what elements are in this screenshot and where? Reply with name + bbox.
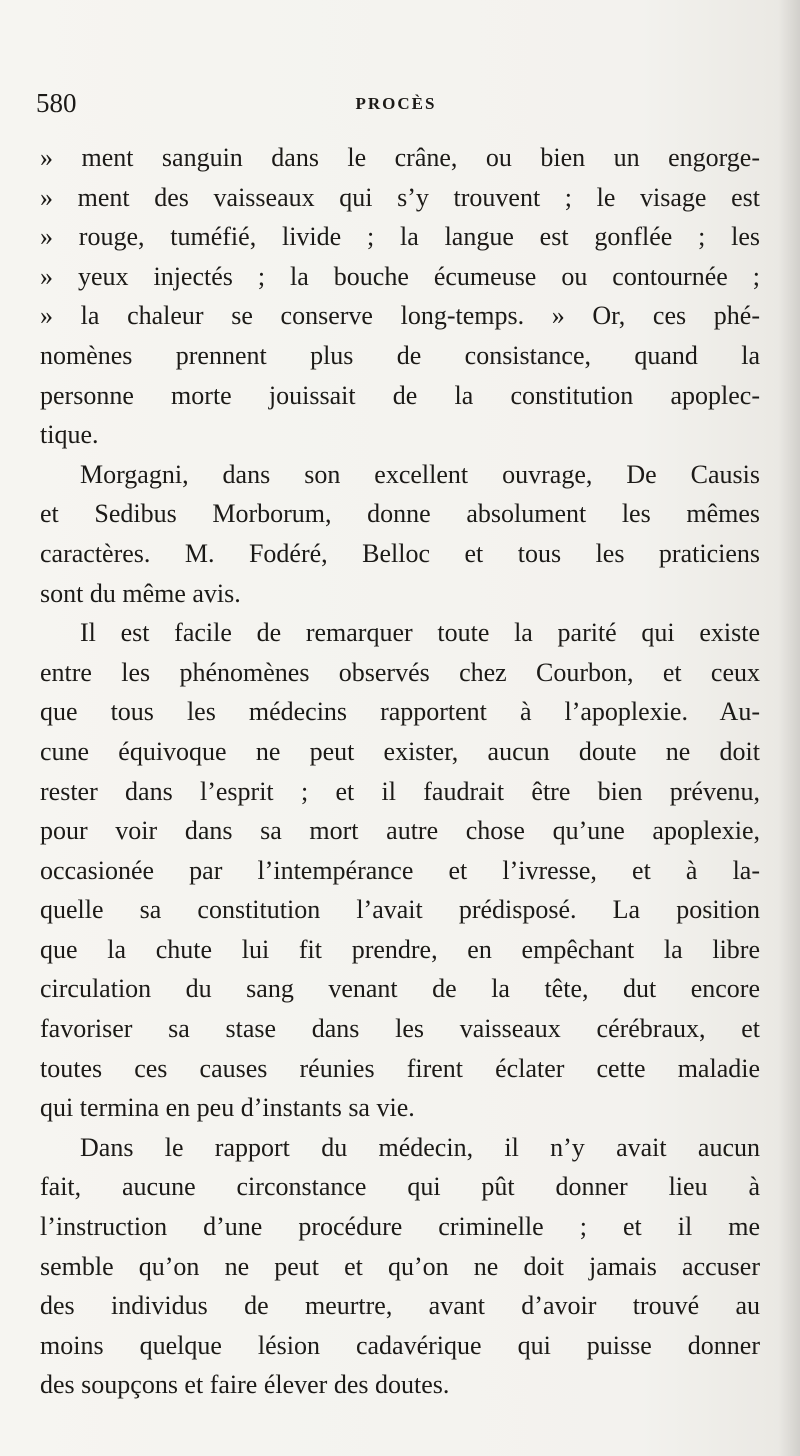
text-line: quelle sa constitution l’avait prédisposé. La position xyxy=(40,895,760,925)
text-line: que la chute lui fit prendre, en empêchant la libre xyxy=(40,934,760,964)
text-line: circulation du sang venant de la tête, dut encore xyxy=(40,974,760,1004)
text-line: que tous les médecins rapportent à l’apoplexie. Au- xyxy=(40,697,760,727)
text-line: occasionée par l’intempérance et l’ivresse, et à la- xyxy=(40,855,760,885)
text-line: personne morte jouissait de la constitution apoplec- xyxy=(40,380,760,410)
paragraph xyxy=(40,613,760,1128)
text-line: moins quelque lésion cadavérique qui puisse donner xyxy=(40,1330,760,1360)
text-line: toutes ces causes réunies firent éclater cette maladie xyxy=(40,1053,760,1083)
text-line: cune équivoque ne peut exister, aucun doute ne doit xyxy=(40,736,760,766)
text-line: » rouge, tuméfié, livide ; la langue est gonflée ; les xyxy=(40,222,760,252)
text-line: pour voir dans sa mort autre chose qu’une apoplexie, xyxy=(40,816,760,846)
body-text xyxy=(40,138,760,1405)
text-line: Morgagni, dans son excellent ouvrage, De Causis xyxy=(80,459,760,489)
page-number: 580 xyxy=(36,88,77,118)
text-line: Il est facile de remarquer toute la parité qui existe xyxy=(80,618,760,648)
text-line: » la chaleur se conserve long-temps. » Or, ces phé- xyxy=(40,301,760,331)
running-title: PROCÈS xyxy=(355,94,437,113)
text-line: qui termina en peu d’instants sa vie. xyxy=(40,1093,415,1123)
text-line: et Sedibus Morborum, donne absolument les mêmes xyxy=(40,499,760,529)
text-line: l’instruction d’une procédure criminelle ; et il me xyxy=(40,1212,760,1242)
text-line: » ment des vaisseaux qui s’y trouvent ; le visage est xyxy=(40,182,760,212)
text-line: semble qu’on ne peut et qu’on ne doit jamais accuser xyxy=(40,1251,760,1281)
text-line: fait, aucune circonstance qui pût donner lieu à xyxy=(40,1172,760,1202)
text-line: favoriser sa stase dans les vaisseaux cérébraux, et xyxy=(40,1014,760,1044)
paragraph xyxy=(40,455,760,613)
page-header xyxy=(36,88,756,124)
text-line: rester dans l’esprit ; et il faudrait être bien prévenu, xyxy=(40,776,760,806)
paragraph xyxy=(40,138,760,455)
text-line: entre les phénomènes observés chez Courbon, et ceux xyxy=(40,657,760,687)
paragraph xyxy=(40,1128,760,1405)
text-line: nomènes prennent plus de consistance, quand la xyxy=(40,340,760,370)
text-line: caractères. M. Fodéré, Belloc et tous les praticiens xyxy=(40,538,760,568)
text-line: Dans le rapport du médecin, il n’y avait aucun xyxy=(80,1132,760,1162)
text-line: des individus de meurtre, avant d’avoir trouvé au xyxy=(40,1291,760,1321)
text-line: tique. xyxy=(40,420,99,450)
text-line: des soupçons et faire élever des doutes. xyxy=(40,1370,450,1400)
text-line: sont du même avis. xyxy=(40,578,241,608)
text-line: » yeux injectés ; la bouche écumeuse ou contournée ; xyxy=(40,261,760,291)
text-line: » ment sanguin dans le crâne, ou bien un engorge- xyxy=(40,143,760,172)
